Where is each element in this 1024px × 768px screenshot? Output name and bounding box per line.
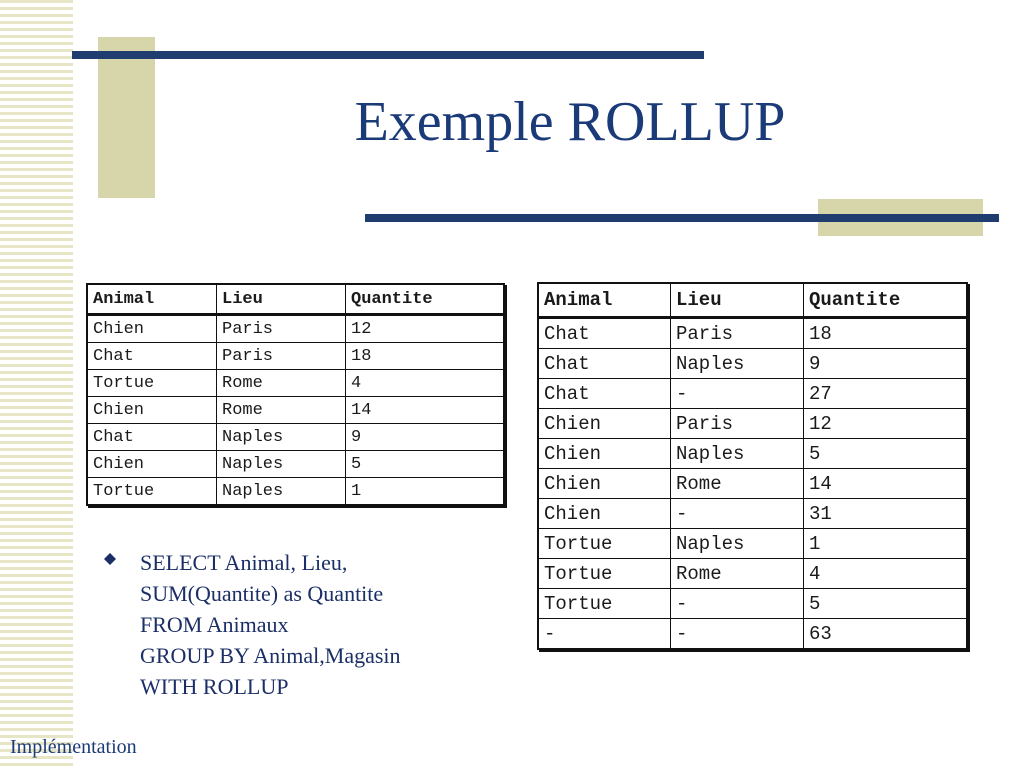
table-row xyxy=(538,379,967,409)
table-cell: Chien xyxy=(538,499,671,529)
sql-line: WITH ROLLUP xyxy=(140,674,289,699)
table-row xyxy=(538,409,967,439)
table-cell: Tortue xyxy=(87,370,217,397)
table-cell: Naples xyxy=(217,451,346,478)
table-cell: Chien xyxy=(87,315,217,343)
table-cell: 14 xyxy=(346,397,505,424)
table-cell: Chien xyxy=(538,409,671,439)
table-cell: - xyxy=(671,499,804,529)
table-row xyxy=(538,439,967,469)
table-cell: Paris xyxy=(671,409,804,439)
table-header-row xyxy=(538,283,967,318)
table-cell: - xyxy=(538,619,671,650)
table-cell: 31 xyxy=(804,499,968,529)
decorative-tan-bar-left xyxy=(98,37,155,198)
table-cell: Tortue xyxy=(538,529,671,559)
footer-label: Implémentation xyxy=(10,736,137,758)
sql-line: SUM(Quantite) as Quantite xyxy=(140,581,384,606)
table-cell: 14 xyxy=(804,469,968,499)
column-header: Quantite xyxy=(346,284,505,315)
table-row xyxy=(538,349,967,379)
table-cell: Chien xyxy=(538,469,671,499)
table-cell: 4 xyxy=(346,370,505,397)
sql-line: GROUP BY Animal,Magasin xyxy=(140,643,401,668)
table-cell: Paris xyxy=(671,318,804,349)
rollup-result-table xyxy=(537,282,968,650)
table-row xyxy=(538,619,967,650)
table-cell: Chat xyxy=(87,424,217,451)
table-cell: 12 xyxy=(346,315,505,343)
table-cell: - xyxy=(671,589,804,619)
table-cell: Paris xyxy=(217,315,346,343)
sql-line: SELECT Animal, Lieu, xyxy=(140,550,348,575)
table-cell: Naples xyxy=(217,424,346,451)
table-cell: Tortue xyxy=(87,478,217,506)
table-cell: Chien xyxy=(87,397,217,424)
table-row xyxy=(538,559,967,589)
sql-query-text xyxy=(140,547,510,702)
table-cell: Paris xyxy=(217,343,346,370)
diamond-bullet-icon xyxy=(104,553,116,565)
table-cell: 18 xyxy=(804,318,968,349)
table-row xyxy=(87,315,504,343)
table-cell: Tortue xyxy=(538,589,671,619)
table-row xyxy=(87,397,504,424)
table-cell: 1 xyxy=(804,529,968,559)
table-cell: Chat xyxy=(538,349,671,379)
table-cell: 5 xyxy=(346,451,505,478)
table-cell: Chat xyxy=(538,379,671,409)
table-cell: - xyxy=(671,379,804,409)
table-cell: 18 xyxy=(346,343,505,370)
table-cell: Rome xyxy=(217,397,346,424)
table-row xyxy=(87,370,504,397)
table-row xyxy=(538,499,967,529)
table-row xyxy=(538,589,967,619)
table-cell: Rome xyxy=(217,370,346,397)
table-cell: Naples xyxy=(671,529,804,559)
table-header-row xyxy=(87,284,504,315)
table-cell: 5 xyxy=(804,589,968,619)
table-cell: 4 xyxy=(804,559,968,589)
table-cell: 12 xyxy=(804,409,968,439)
table-cell: Naples xyxy=(671,349,804,379)
table-cell: 63 xyxy=(804,619,968,650)
column-header: Animal xyxy=(538,283,671,318)
table-cell: Naples xyxy=(671,439,804,469)
table-row xyxy=(87,343,504,370)
table-cell: Chien xyxy=(538,439,671,469)
table-cell: 27 xyxy=(804,379,968,409)
decorative-navy-line-top xyxy=(72,51,704,59)
table-cell: Naples xyxy=(217,478,346,506)
sql-line: FROM Animaux xyxy=(140,612,289,637)
table-row xyxy=(87,424,504,451)
decorative-navy-line-bottom xyxy=(365,214,999,222)
table-cell: 1 xyxy=(346,478,505,506)
table-row xyxy=(538,318,967,349)
source-table xyxy=(86,283,505,506)
column-header: Lieu xyxy=(217,284,346,315)
slide-title: Exemple ROLLUP xyxy=(354,91,786,153)
table-row xyxy=(87,478,504,506)
table-cell: Rome xyxy=(671,469,804,499)
column-header: Animal xyxy=(87,284,217,315)
table-cell: 5 xyxy=(804,439,968,469)
table-cell: 9 xyxy=(804,349,968,379)
table-row xyxy=(538,469,967,499)
column-header: Quantite xyxy=(804,283,968,318)
table-cell: Chat xyxy=(538,318,671,349)
table-cell: Tortue xyxy=(538,559,671,589)
table-cell: 9 xyxy=(346,424,505,451)
table-cell: Chat xyxy=(87,343,217,370)
column-header: Lieu xyxy=(671,283,804,318)
decorative-stripes xyxy=(0,0,73,768)
table-cell: Chien xyxy=(87,451,217,478)
table-row xyxy=(87,451,504,478)
table-cell: Rome xyxy=(671,559,804,589)
table-cell: - xyxy=(671,619,804,650)
table-row xyxy=(538,529,967,559)
